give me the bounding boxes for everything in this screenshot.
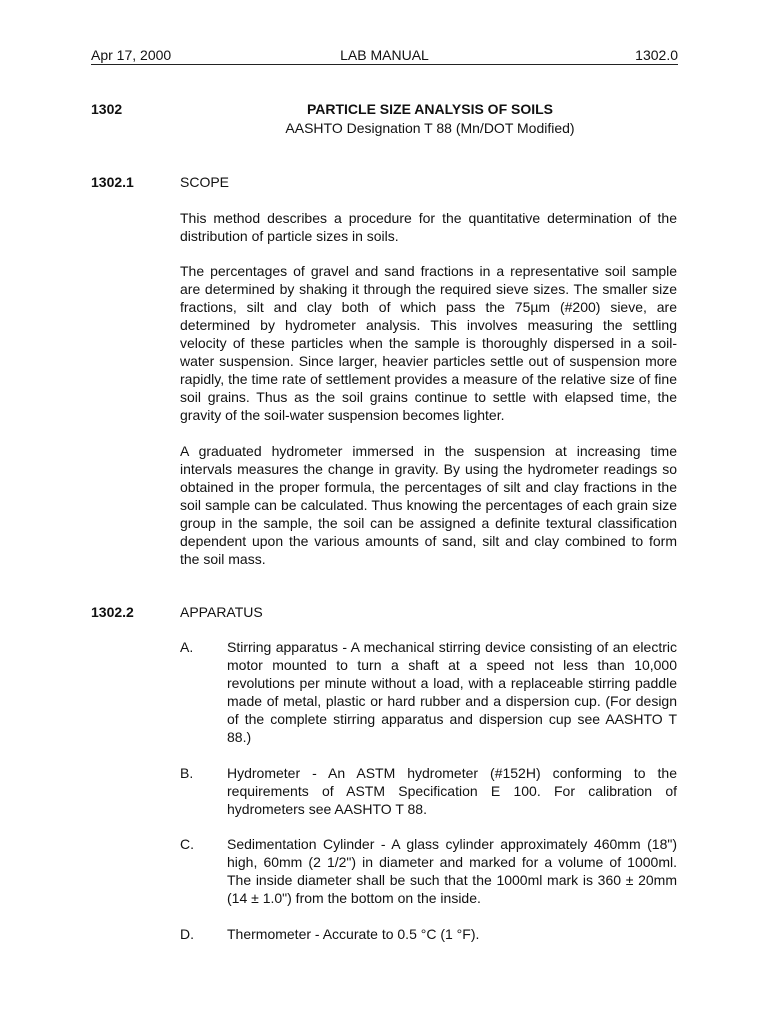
apparatus-heading: APPARATUS — [180, 604, 263, 620]
scope-paragraph — [180, 209, 677, 245]
scope-paragraph — [180, 262, 677, 424]
scope-paragraph — [180, 442, 677, 568]
scope-number: 1302.1 — [91, 174, 134, 190]
item-text: Stirring apparatus - A mechanical stirring device consisting of an electric motor mounted to turn a shaft at a speed not less than 10,000 revolutions per minute without a load, with a replaceable stirring paddle made of metal, plastic or hard rubber and a dispersion cup. (For design of the complete stirring apparatus and dispersion cup see AASHTO T 88.) — [227, 639, 677, 745]
item-letter: C. — [180, 836, 194, 852]
header-number: 1302.0 — [635, 47, 678, 63]
item-text: Thermometer - Accurate to 0.5 °C (1 °F). — [227, 926, 480, 942]
page-header — [91, 46, 678, 65]
paragraph-text: This method describes a procedure for the quantitative determination of the distribution of particle sizes in soils. — [180, 210, 677, 244]
paragraph-text: A graduated hydrometer immersed in the suspension at increasing time intervals measures the change in gravity. By using the hydrometer readings so obtained in the proper formula, the percentages of silt and clay fractions in the soil sample can be calculated. Thus knowing the percentages of each grain size group in the sample, the soil can be assigned a definite textural classification dependent upon the various amounts of sand, silt and clay combined to form the soil mass. — [180, 443, 677, 567]
item-text: Sedimentation Cylinder - A glass cylinder approximately 460mm (18") high, 60mm (2 1/2") in diameter and marked for a volume of 1000ml. The inside diameter shall be such that the 1000ml mark is 360 ± 20mm (14 ± 1.0") from the bottom on the inside. — [227, 836, 677, 906]
paragraph-text: The percentages of gravel and sand fractions in a representative soil sample are determined by shaking it through the required sieve sizes. The smaller size fractions, silt and clay both of which pass the 75µm (#200) sieve, are determined by hydrometer analysis. This involves measuring the settling velocity of these particles when the sample is thoroughly dispersed in a soil-water suspension. Since larger, heavier particles settle out of suspension more rapidly, the time rate of settlement provides a measure of the relative size of fine soil grains. Thus as the soil grains continue to settle with elapsed time, the gravity of the soil-water suspension becomes lighter. — [180, 263, 677, 423]
scope-heading: SCOPE — [180, 174, 230, 190]
document-subtitle: AASHTO Designation T 88 (Mn/DOT Modified) — [285, 120, 575, 136]
item-letter: D. — [180, 926, 194, 942]
header-title: LAB MANUAL — [340, 47, 429, 63]
header-date: Apr 17, 2000 — [91, 47, 172, 63]
item-text: Hydrometer - An ASTM hydrometer (#152H) conforming to the requirements of ASTM Specification E 100. For calibration of hydrometers see AASHTO T 88. — [227, 765, 677, 817]
item-letter: B. — [180, 765, 194, 781]
item-letter: A. — [180, 639, 194, 655]
section-number: 1302 — [91, 101, 123, 117]
apparatus-number: 1302.2 — [91, 604, 134, 620]
document-title: PARTICLE SIZE ANALYSIS OF SOILS — [306, 101, 554, 117]
